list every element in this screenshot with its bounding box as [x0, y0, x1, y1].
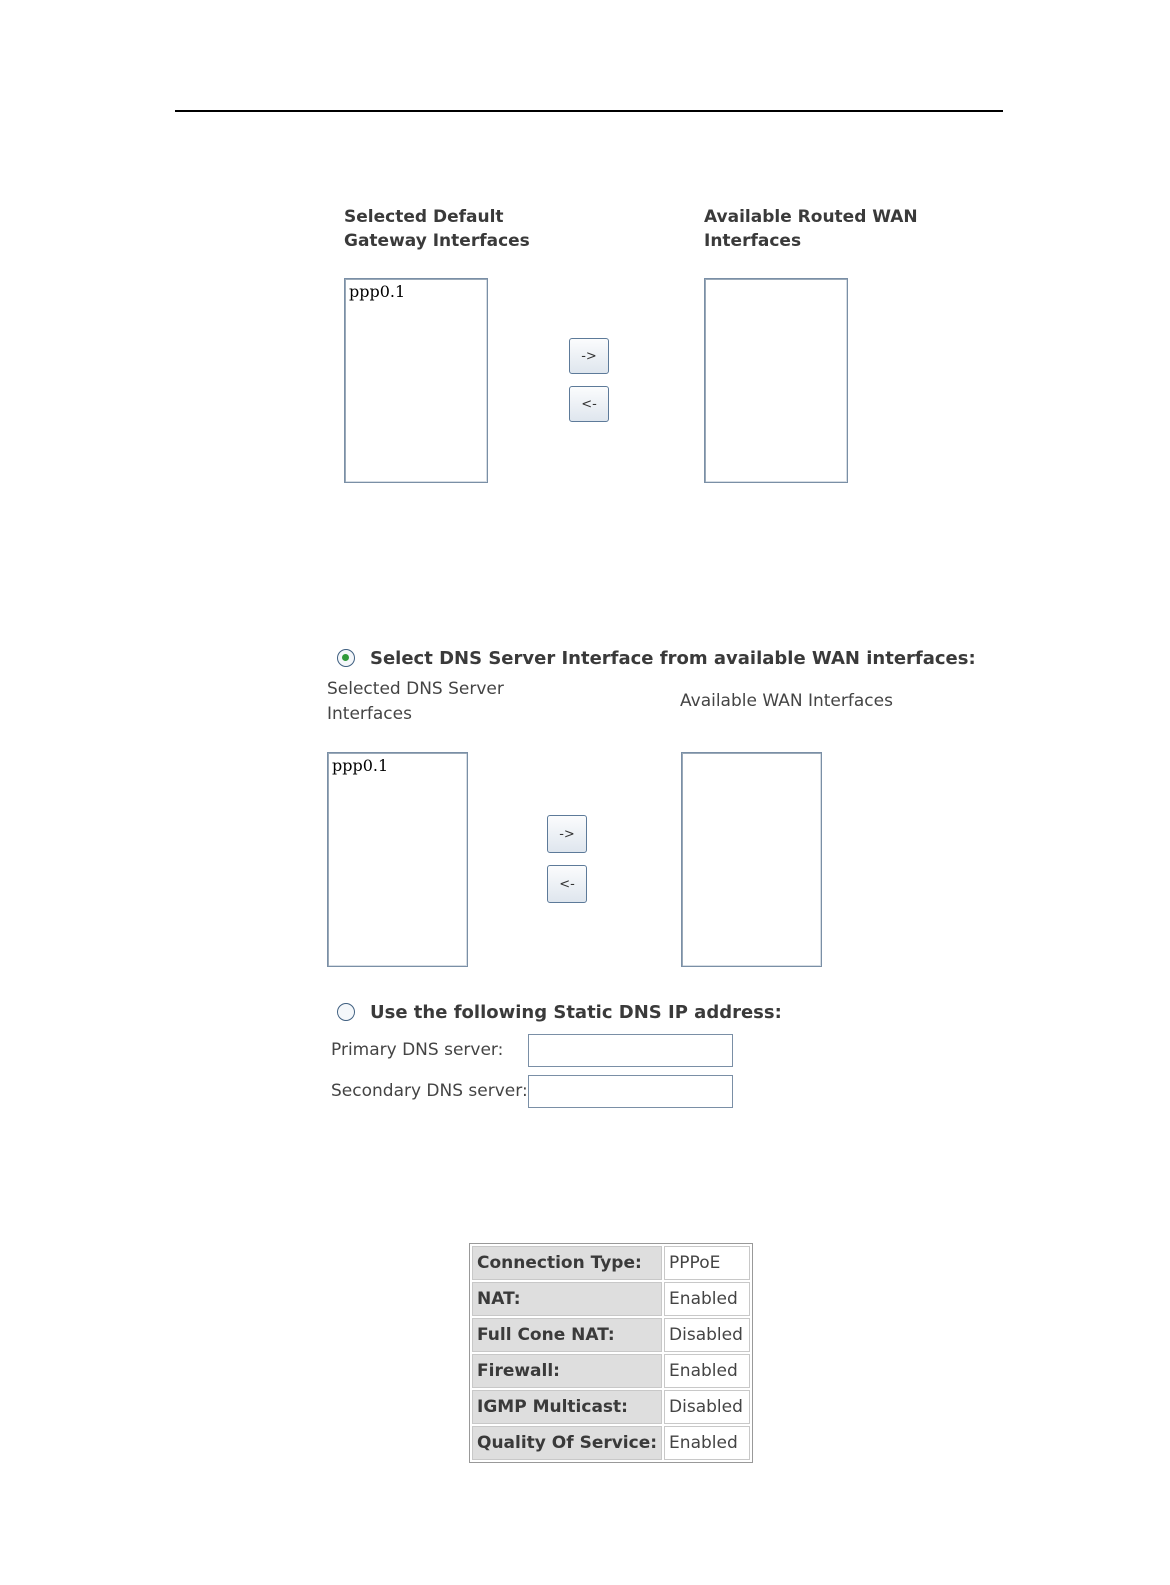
- table-row: [472, 1390, 750, 1424]
- selected-gateway-label: Selected Default Gateway Interfaces: [344, 207, 530, 251]
- selected-dns-listbox[interactable]: [327, 752, 468, 967]
- secondary-dns-label: Secondary DNS server:: [331, 1081, 528, 1101]
- summary-value: Enabled: [664, 1426, 750, 1460]
- table-row: [472, 1282, 750, 1316]
- table-row: [472, 1354, 750, 1388]
- header-rule: [175, 110, 1003, 112]
- summary-value: PPPoE: [664, 1246, 750, 1280]
- summary-key: Full Cone NAT:: [472, 1318, 662, 1352]
- summary-key: Quality Of Service:: [472, 1426, 662, 1460]
- table-row: [472, 1318, 750, 1352]
- summary-key: NAT:: [472, 1282, 662, 1316]
- selected-gateway-listbox[interactable]: [344, 278, 488, 483]
- summary-value: Disabled: [664, 1390, 750, 1424]
- primary-dns-input[interactable]: [528, 1034, 733, 1067]
- available-gateway-listbox[interactable]: [704, 278, 848, 483]
- secondary-dns-input[interactable]: [528, 1075, 733, 1108]
- summary-value: Enabled: [664, 1282, 750, 1316]
- table-row: [472, 1426, 750, 1460]
- available-dns-listbox[interactable]: [681, 752, 822, 967]
- summary-key: Firewall:: [472, 1354, 662, 1388]
- summary-value: Enabled: [664, 1354, 750, 1388]
- available-dns-label: Available WAN Interfaces: [680, 691, 893, 711]
- wan-summary-table: [469, 1243, 753, 1463]
- dns-move-left-button[interactable]: <-: [547, 865, 587, 903]
- dns-move-right-button[interactable]: ->: [547, 815, 587, 853]
- dns-interface-option-label: Select DNS Server Interface from available WAN interfaces:: [370, 648, 976, 669]
- static-dns-radio[interactable]: [337, 1003, 355, 1021]
- summary-key: IGMP Multicast:: [472, 1390, 662, 1424]
- selected-dns-label: Selected DNS Server Interfaces: [327, 679, 504, 724]
- gateway-move-left-button[interactable]: <-: [569, 386, 609, 422]
- list-item[interactable]: ppp0.1: [332, 756, 389, 775]
- static-dns-option-label: Use the following Static DNS IP address:: [370, 1002, 782, 1023]
- summary-key: Connection Type:: [472, 1246, 662, 1280]
- primary-dns-label: Primary DNS server:: [331, 1040, 504, 1060]
- dns-interface-radio[interactable]: [337, 649, 355, 667]
- list-item[interactable]: ppp0.1: [349, 282, 406, 301]
- gateway-move-right-button[interactable]: ->: [569, 338, 609, 374]
- available-wan-label: Available Routed WAN Interfaces: [704, 207, 918, 251]
- summary-value: Disabled: [664, 1318, 750, 1352]
- table-row: [472, 1246, 750, 1280]
